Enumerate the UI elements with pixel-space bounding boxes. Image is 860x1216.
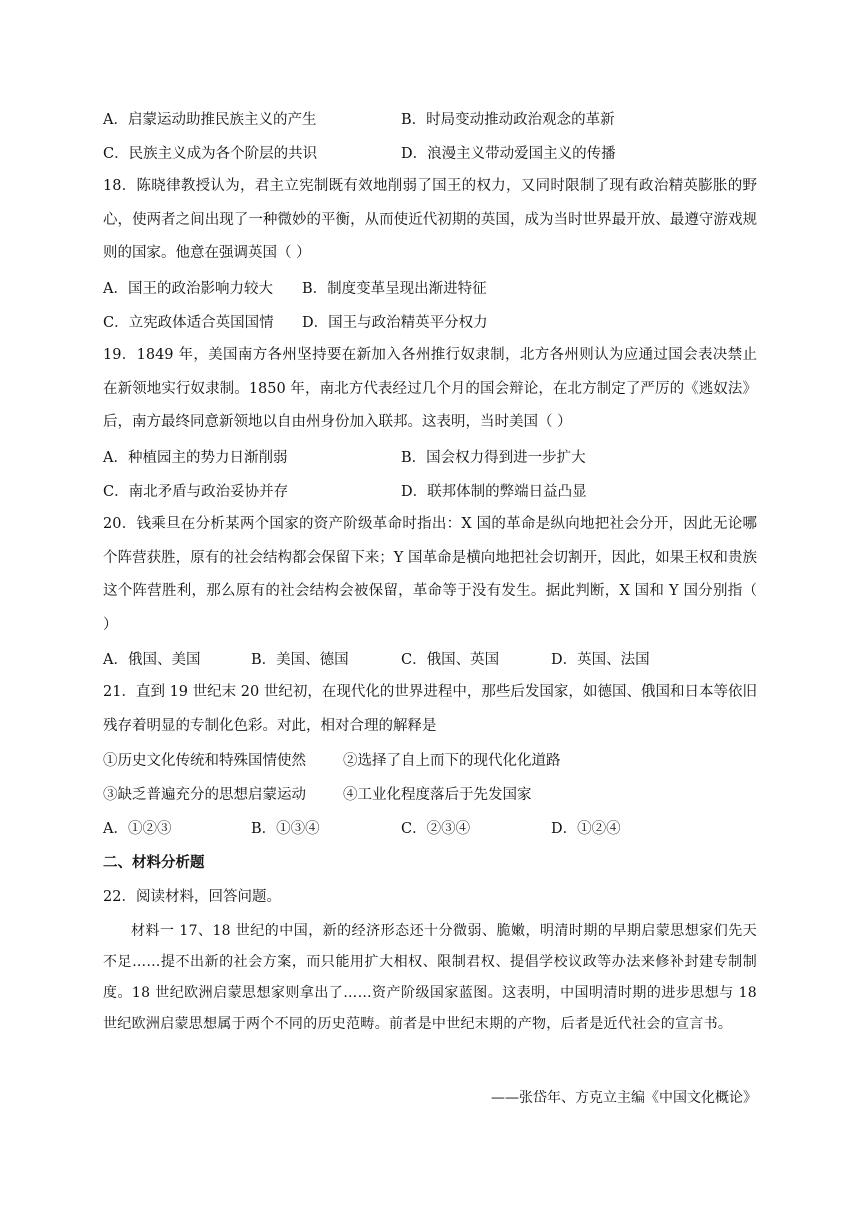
q17-option-d[interactable]: D．浪漫主义带动爱国主义的传播	[401, 146, 616, 162]
q19-stem: 19．1849 年，美国南方各州坚持要在新加入各州推行奴隶制，北方各州则认为应通过国会表决禁止在新领地实行奴隶制。1850 年，南北方代表经过几个月的国会辩论，在北方制定了严厉的《逃奴法》后，南方最终同意新领地以自由州身份加入联邦。这表明，当时美国（ ）	[103, 347, 757, 430]
q21-option-b[interactable]: B．①③④	[251, 821, 320, 837]
section-heading: 二、材料分析题	[103, 854, 205, 871]
q17-option-c[interactable]: C．民族主义成为各个阶层的共识	[103, 146, 318, 162]
q21-item-3: ③缺乏普遍充分的思想启蒙运动	[103, 787, 306, 803]
q19-option-a[interactable]: A．种植园主的势力日渐削弱	[103, 450, 288, 466]
q20-option-a[interactable]: A．俄国、美国	[103, 652, 201, 668]
q21-option-a[interactable]: A．①②③	[103, 821, 172, 837]
q17-option-a[interactable]: A．启蒙运动助推民族主义的产生	[103, 112, 317, 128]
q20-option-b[interactable]: B．美国、德国	[251, 652, 349, 668]
q18-option-c[interactable]: C．立宪政体适合英国国情	[103, 315, 274, 331]
q22-material-1: 材料一 17、18 世纪的中国，新的经济形态还十分微弱、脆嫩，明清时期的早期启蒙思想家们先天不足……提不出新的社会方案，而只能用扩大相权、限制君权、提倡学校议政等办法来修补封建专制制度。18 世纪欧洲启蒙思想家则拿出了……资产阶级国家蓝图。这表明，中国明清时期的进步思想与 18 世纪欧洲启蒙思想属于两个不同的历史范畴。前者是中世纪末期的产物，后者是近代社会的宣言书。	[103, 923, 757, 1032]
q19-option-b[interactable]: B．国会权力得到进一步扩大	[401, 450, 586, 466]
q17-option-b[interactable]: B．时局变动推动政治观念的革新	[401, 112, 615, 128]
q20-option-c[interactable]: C．俄国、英国	[401, 652, 500, 668]
q21-option-c[interactable]: C．②③④	[401, 821, 471, 837]
q21-item-1: ①历史文化传统和特殊国情使然	[103, 753, 306, 769]
q19-option-c[interactable]: C．南北矛盾与政治妥协并存	[103, 484, 289, 500]
q18-stem: 18．陈晓律教授认为，君主立宪制既有效地削弱了国王的权力，又同时限制了现有政治精英膨胀的野心，使两者之间出现了一种微妙的平衡，从而使近代初期的英国，成为当时世界最开放、最遵守游戏规则的国家。他意在强调英国（ ）	[103, 178, 757, 261]
q22-stem: 22．阅读材料，回答问题。	[103, 889, 281, 905]
q18-option-d[interactable]: D．国王与政治精英平分权力	[302, 315, 488, 331]
q21-option-d[interactable]: D．①②④	[551, 821, 621, 837]
q20-option-d[interactable]: D．英国、法国	[551, 652, 650, 668]
q18-option-a[interactable]: A．国王的政治影响力较大	[103, 281, 273, 297]
q21-item-2: ②选择了自上而下的现代化化道路	[343, 753, 561, 769]
q18-option-b[interactable]: B．制度变革呈现出渐进特征	[302, 281, 487, 297]
q21-item-4: ④工业化程度落后于先发国家	[343, 787, 532, 803]
q21-stem: 21．直到 19 世纪末 20 世纪初，在现代化的世界进程中，那些后发国家，如德国、俄国和日本等依旧残存着明显的专制化色彩。对此，相对合理的解释是	[103, 684, 757, 734]
q22-source: ——张岱年、方克立主编《中国文化概论》	[491, 1090, 757, 1106]
q19-option-d[interactable]: D．联邦体制的弊端日益凸显	[401, 484, 587, 500]
q20-stem: 20．钱乘旦在分析某两个国家的资产阶级革命时指出：X 国的革命是纵向地把社会分开，因此无论哪个阵营获胜，原有的社会结构都会保留下来；Y 国革命是横向地把社会切割开，因此，如果王权和贵族这个阵营胜利，那么原有的社会结构会被保留，革命等于没有发生。据此判断，X 国和 Y 国分别指（ ）	[103, 516, 757, 633]
